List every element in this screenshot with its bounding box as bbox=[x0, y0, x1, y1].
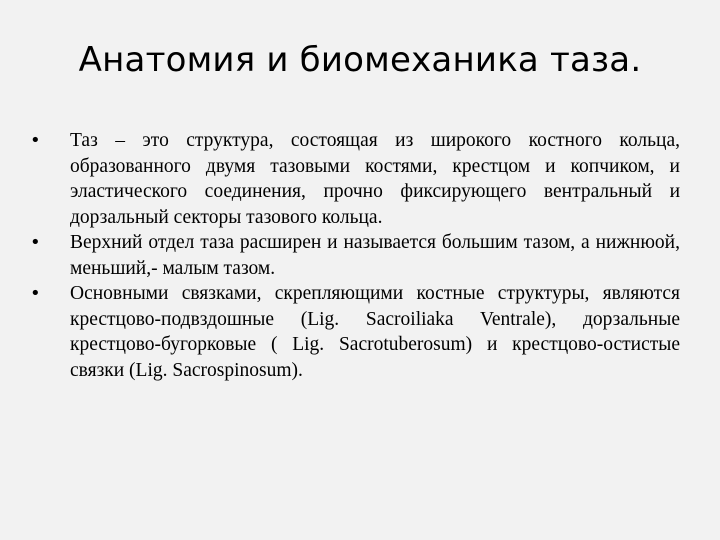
bullet-item bbox=[30, 230, 680, 281]
bullet-marker: • bbox=[30, 130, 41, 151]
bullet-text: Основными связками, скрепляющими костные структуры, являются крестцово-подвздошные (Lig. Sacroiliaka Ventrale), дорзальные крестцово-бугорковые ( Lig. Sacrotuberosum) и крестцово-остистые связки (Lig. Sacrospinosum). bbox=[70, 283, 680, 381]
bullet-marker: • bbox=[30, 232, 41, 253]
bullet-item bbox=[30, 281, 680, 383]
bullet-marker: • bbox=[30, 283, 41, 304]
bullet-text: Верхний отдел таза расширен и называется большим тазом, а нижнюой, меньший,- малым тазом. bbox=[70, 232, 680, 279]
bullet-item bbox=[30, 128, 680, 230]
slide-title: Анатомия и биомеханика таза. bbox=[78, 40, 642, 80]
bullet-list bbox=[30, 128, 680, 383]
bullet-text: Таз – это структура, состоящая из широкого костного кольца, образованного двумя тазовыми костями, крестцом и копчиком, и эластического соединения, прочно фиксирующего вентральный и дорзальный секторы тазового кольца. bbox=[70, 130, 680, 228]
